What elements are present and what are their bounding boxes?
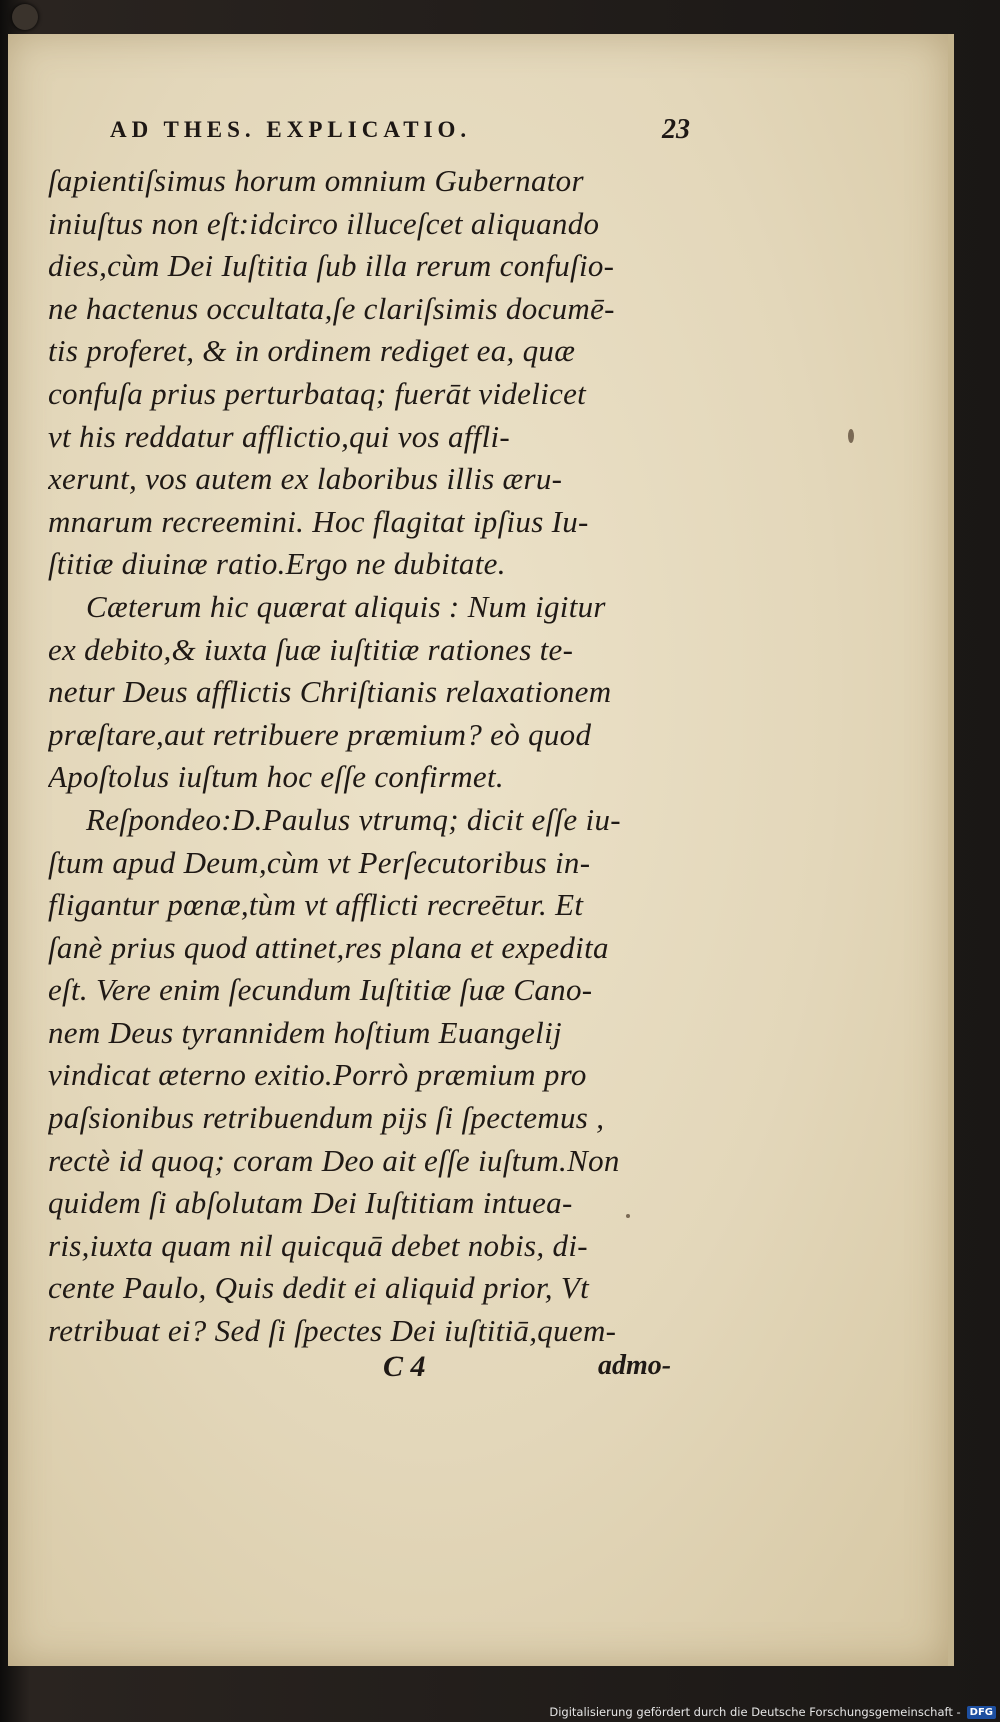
text-line: rectè id quoq; coram Deo ait eſſe iuſtum.Non [48, 1142, 620, 1178]
text-line: Reſpondeo:D.Paulus vtrumq; dicit eſſe iu- [86, 801, 621, 837]
running-head [110, 110, 690, 150]
text-line: mnarum recreemini. Hoc flagitat ipſius Iu- [48, 503, 589, 539]
body-text [48, 160, 698, 1353]
digitization-credit: Digitalisierung gefördert durch die Deutsche Forschungsgemeinschaft - [549, 1705, 961, 1719]
page-number: 23 [662, 114, 690, 145]
text-line: ris,iuxta quam nil quicquā debet nobis, di- [48, 1227, 588, 1263]
dfg-logo: DFG [967, 1706, 996, 1719]
text-line: vt his reddatur afflictio,qui vos affli- [48, 418, 511, 454]
text-line: eſt. Vere enim ſecundum Iuſtitiæ ſuæ Cano- [48, 972, 593, 1008]
signature-mark: C 4 [383, 1350, 426, 1383]
text-line: netur Deus afflictis Chriſtianis relaxationem [48, 674, 612, 710]
text-line: ex debito,& iuxta ſuæ iuſtitiæ rationes te- [48, 631, 574, 667]
text-line: tis proferet, & in ordinem rediget ea, quæ [48, 333, 576, 369]
text-line: dies,cùm Dei Iuſtitia ſub illa rerum confuſio- [48, 248, 615, 284]
text-line: iniuſtus non eſt:idcirco illuceſcet aliquando [48, 205, 600, 241]
text-line: ſanè prius quod attinet,res plana et expedita [48, 929, 609, 965]
running-head-title: AD THES. EXPLICATIO. [110, 117, 472, 142]
text-line: præſtare,aut retribuere præmium? eò quod [48, 716, 592, 752]
text-line: ſtitiæ diuinæ ratio.Ergo ne dubitate. [48, 546, 506, 582]
text-line: vindicat æterno exitio.Porrò præmium pro [48, 1057, 587, 1093]
page-footer-marks [48, 1350, 698, 1390]
text-line: quidem ſi abſolutam Dei Iuſtitiam intuea- [48, 1185, 573, 1221]
scanner-corner-mark [12, 4, 38, 30]
text-line: confuſa prius perturbataq; fuerāt videlicet [48, 375, 587, 411]
text-line: retribuat ei? Sed ſi ſpectes Dei iuſtitiā,quem- [48, 1313, 617, 1349]
digitization-credit-bar [496, 1702, 1000, 1722]
text-line: Cæterum hic quærat aliquis : Num igitur [86, 588, 606, 624]
text-line: ſtum apud Deum,cùm vt Perſecutoribus in- [48, 844, 591, 880]
text-line: fligantur pœnæ,tùm vt afflicti recreētur. Et [48, 887, 584, 923]
text-line: ne hactenus occultata,ſe clariſsimis documē- [48, 290, 615, 326]
text-line: ſapientiſsimus horum omnium Gubernator [48, 163, 584, 198]
paper-speck [848, 429, 854, 443]
text-line: nem Deus tyrannidem hoſtium Euangelij [48, 1014, 562, 1050]
catchword: admo- [598, 1350, 672, 1381]
text-line: xerunt, vos autem ex laboribus illis æru- [48, 461, 563, 497]
text-line: cente Paulo, Quis dedit ei aliquid prior, Vt [48, 1270, 590, 1306]
text-line: paſsionibus retribuendum pijs ſi ſpectemus , [48, 1100, 605, 1136]
text-line: Apoſtolus iuſtum hoc eſſe confirmet. [48, 759, 504, 795]
